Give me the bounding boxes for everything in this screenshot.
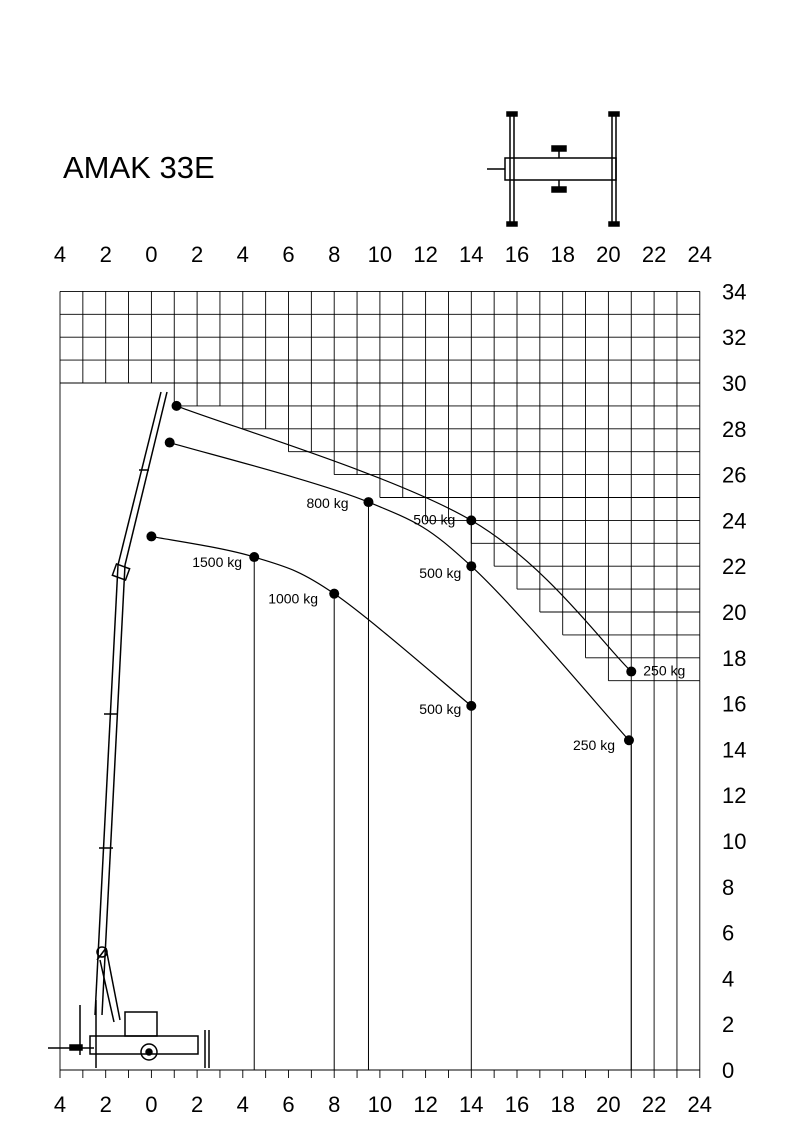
y-tick: 10 <box>722 829 747 854</box>
load-point <box>172 401 182 411</box>
load-point <box>249 552 259 562</box>
x-tick-bottom: 8 <box>328 1092 341 1117</box>
x-tick-top: 16 <box>504 242 530 267</box>
y-tick: 12 <box>722 783 747 809</box>
load-point <box>626 667 636 677</box>
load-point <box>165 438 175 448</box>
load-label: 1000 kg <box>268 590 319 607</box>
x-tick-bottom: 10 <box>367 1092 393 1117</box>
y-tick: 32 <box>722 325 747 351</box>
x-tick-bottom: 16 <box>504 1092 530 1117</box>
x-tick-top: 14 <box>459 242 484 267</box>
x-tick-top: 10 <box>367 242 393 267</box>
y-tick: 2 <box>722 1012 735 1038</box>
x-tick-bottom: 4 <box>236 1092 249 1117</box>
axis-ticks <box>54 242 747 1117</box>
y-tick: 6 <box>722 920 735 946</box>
drop-lines <box>254 502 631 1070</box>
y-tick: 8 <box>722 874 735 900</box>
chart-title: AMAK 33E <box>63 150 215 185</box>
load-label: 250 kg <box>572 737 616 754</box>
x-tick-bottom: 20 <box>596 1092 621 1117</box>
y-tick: 20 <box>722 600 747 625</box>
y-tick: 0 <box>722 1058 735 1083</box>
x-tick-top: 6 <box>282 242 295 267</box>
y-tick: 26 <box>722 462 747 488</box>
load-point <box>363 497 373 507</box>
x-tick-top: 12 <box>413 242 438 267</box>
outrigger-top-view-icon <box>487 112 619 226</box>
load-labels <box>192 495 685 753</box>
load-point <box>466 561 476 571</box>
x-tick-top: 24 <box>687 242 713 267</box>
x-tick-top: 4 <box>236 242 249 267</box>
x-tick-top: 22 <box>641 242 667 267</box>
x-tick-top: 4 <box>53 242 67 267</box>
y-tick: 18 <box>722 645 747 671</box>
y-tick: 24 <box>722 508 747 534</box>
trailer-icon <box>48 1000 209 1068</box>
x-tick-bottom: 0 <box>145 1092 158 1117</box>
x-tick-top: 8 <box>328 242 341 267</box>
x-tick-top: 2 <box>99 242 112 267</box>
load-point <box>146 531 156 541</box>
x-tick-bottom: 2 <box>99 1092 112 1117</box>
x-tick-bottom: 2 <box>190 1092 204 1117</box>
load-point <box>329 589 339 599</box>
load-label: 1500 kg <box>192 554 243 571</box>
x-tick-bottom: 14 <box>459 1092 484 1117</box>
load-label: 250 kg <box>643 662 686 679</box>
load-label: 500 kg <box>419 565 462 582</box>
x-tick-top: 18 <box>550 242 575 267</box>
load-curve-2 <box>170 443 629 741</box>
y-tick: 28 <box>722 416 747 442</box>
y-tick: 30 <box>722 371 747 396</box>
y-tick: 34 <box>722 279 747 305</box>
crane-boom-icon <box>95 392 167 1022</box>
x-tick-top: 0 <box>145 242 158 267</box>
load-label: 800 kg <box>306 495 349 512</box>
load-point <box>466 701 476 711</box>
y-tick: 22 <box>722 554 747 580</box>
x-tick-bottom: 24 <box>687 1092 713 1117</box>
load-label: 500 kg <box>413 511 456 528</box>
x-tick-bottom: 12 <box>413 1092 438 1117</box>
x-tick-top: 20 <box>596 242 621 267</box>
x-tick-bottom: 18 <box>550 1092 575 1117</box>
x-tick-top: 2 <box>190 242 204 267</box>
x-tick-bottom: 22 <box>641 1092 667 1117</box>
x-tick-bottom: 6 <box>282 1092 295 1117</box>
x-tick-bottom: 4 <box>53 1092 67 1117</box>
load-label: 500 kg <box>419 700 462 717</box>
y-tick: 4 <box>722 966 735 992</box>
y-tick: 16 <box>722 691 747 717</box>
y-tick: 14 <box>722 737 747 763</box>
load-point <box>466 515 476 525</box>
load-point <box>624 735 634 745</box>
